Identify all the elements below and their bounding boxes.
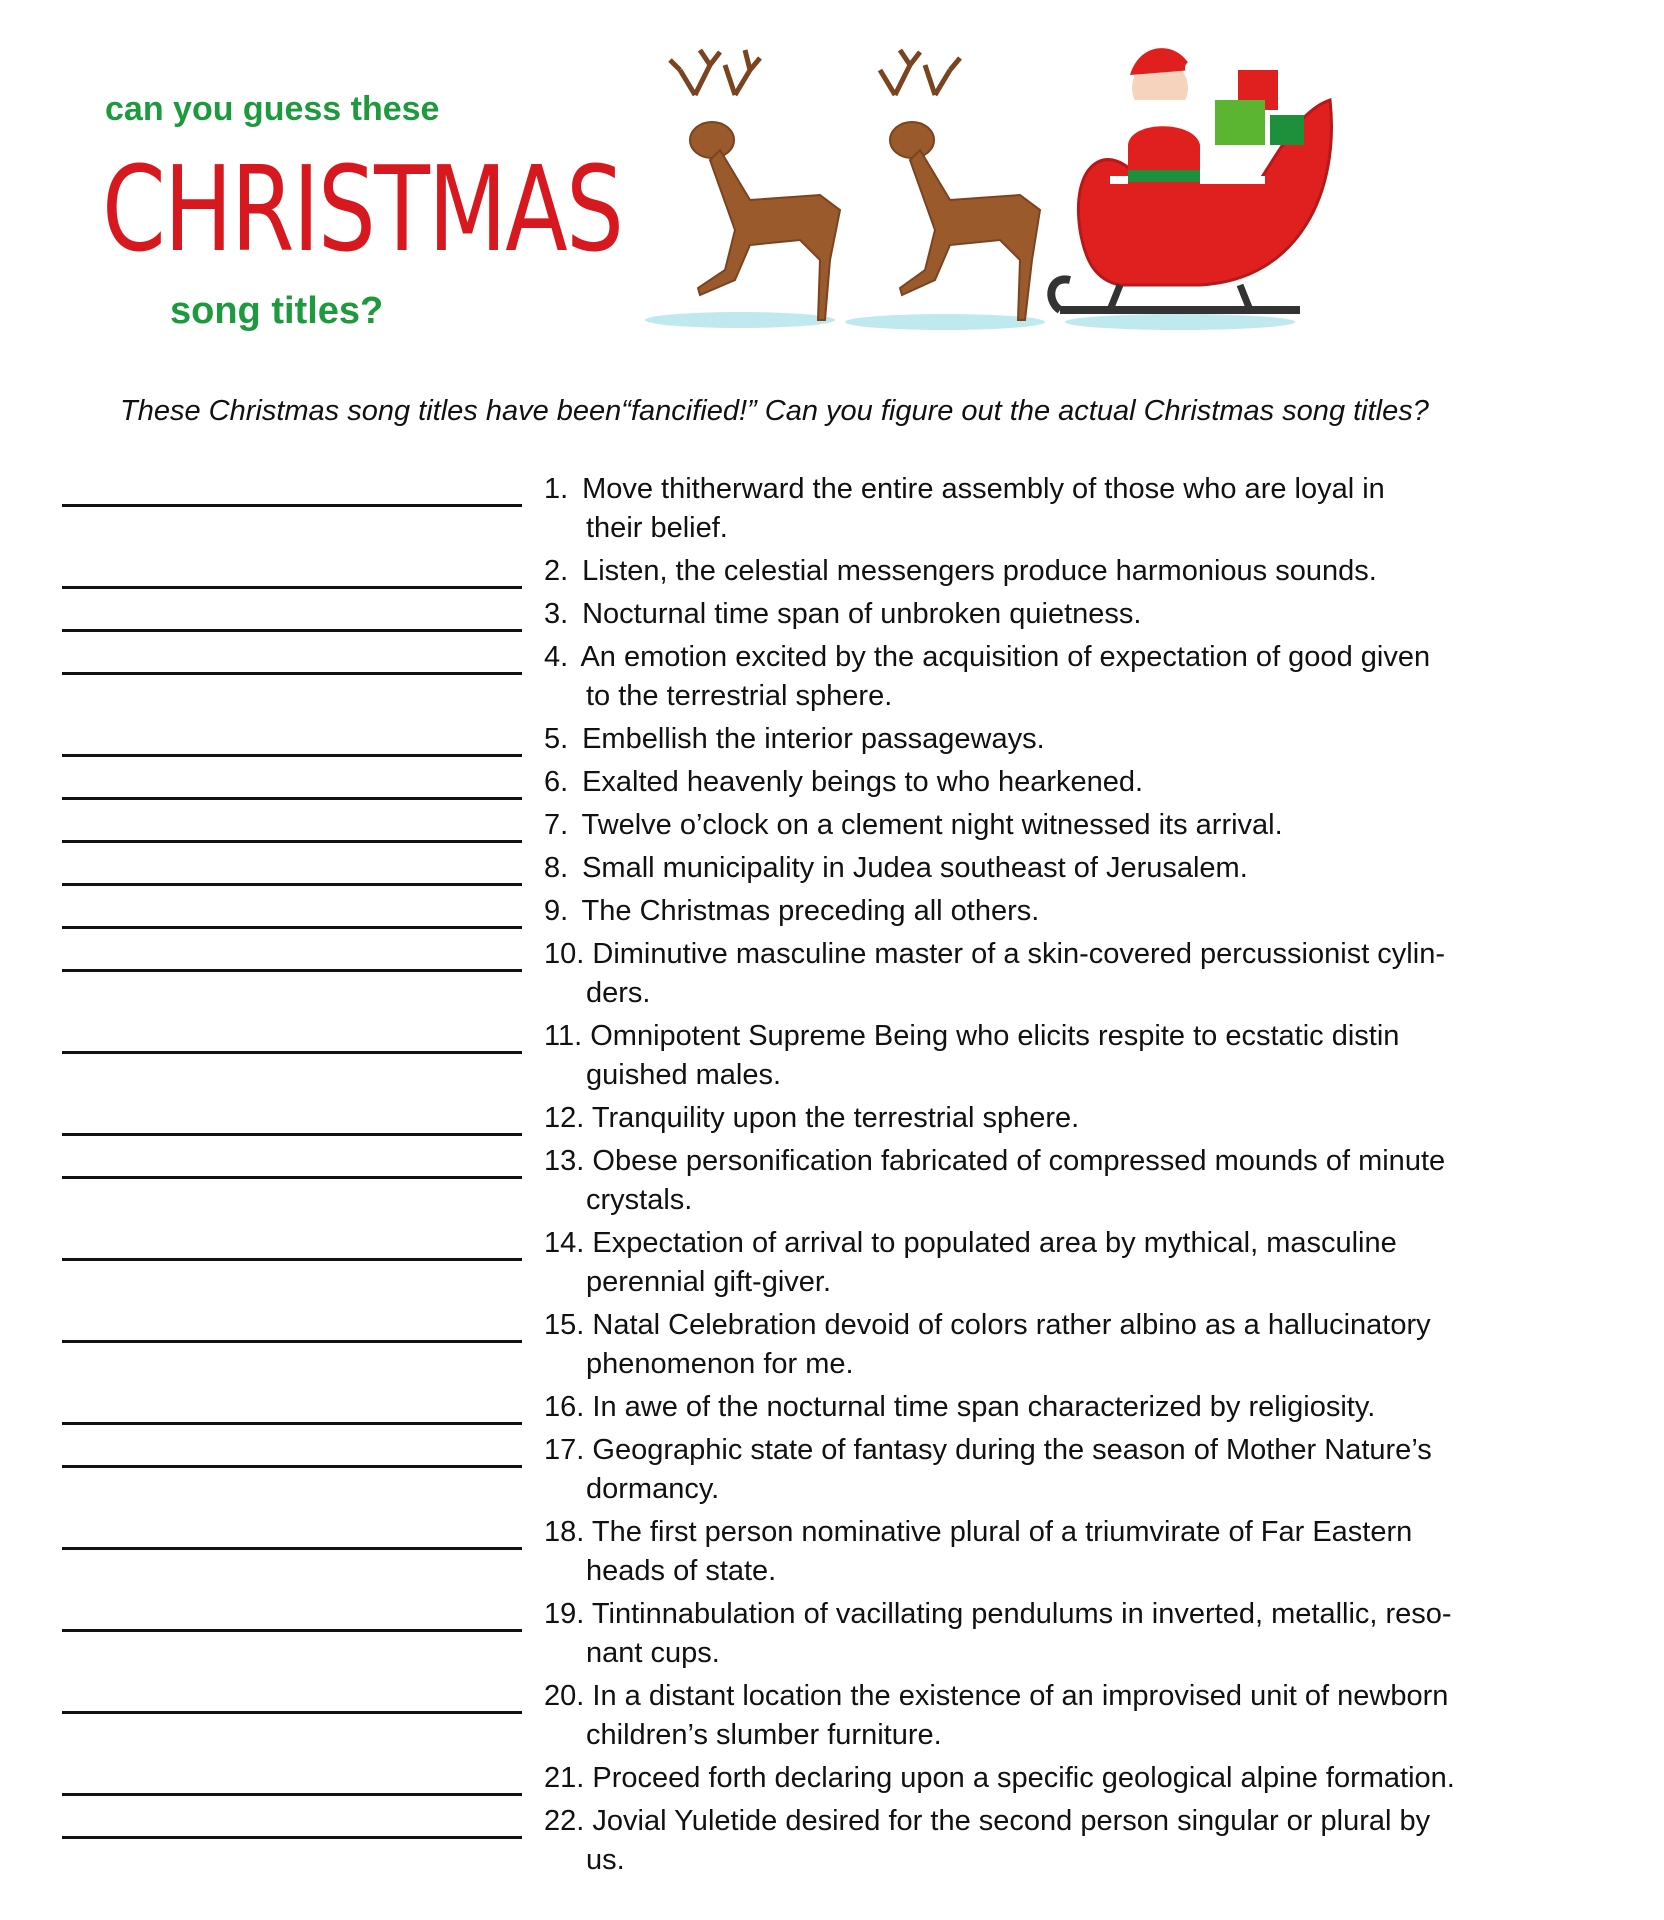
clue-line-continued: guished males.: [586, 1059, 782, 1091]
clue-line-continued: dormancy.: [586, 1473, 720, 1505]
clue-text: [544, 849, 1554, 888]
clue-line-continued: to the terrestrial sphere.: [586, 680, 893, 712]
clue-line: An emotion excited by the acquisition of expectation of good given: [580, 641, 1431, 673]
list-item: [62, 1017, 1582, 1095]
clue-line-continued: their belief.: [586, 512, 728, 544]
santa-sleigh-icon: [1051, 48, 1331, 310]
list-item: [62, 806, 1582, 845]
clue-line: Diminutive masculine master of a skin-covered percussionist cylin-: [592, 938, 1445, 970]
clue-text: [544, 470, 1554, 548]
clue-text: [544, 595, 1554, 634]
list-item: [62, 720, 1582, 759]
answer-blank[interactable]: [62, 470, 522, 507]
clue-text: [544, 1099, 1554, 1138]
answer-blank[interactable]: [62, 1595, 522, 1632]
list-item: [62, 1099, 1582, 1138]
list-item: [62, 1142, 1582, 1220]
answer-blank[interactable]: [62, 1017, 522, 1054]
clue-text: [544, 1513, 1554, 1591]
list-item: [62, 552, 1582, 591]
answer-blank[interactable]: [62, 1802, 522, 1839]
clue-text: [544, 1677, 1554, 1755]
clue-number: 4.: [544, 641, 569, 673]
clue-number: 18.: [544, 1516, 585, 1548]
list-item: [62, 1431, 1582, 1509]
list-item: [62, 892, 1582, 931]
clue-text: [544, 1142, 1554, 1220]
answer-blank[interactable]: [62, 935, 522, 972]
clue-line: Embellish the interior passageways.: [582, 723, 1045, 755]
clue-number: 7.: [544, 809, 569, 841]
clue-line: Natal Celebration devoid of colors rather albino as a hallucinatory: [592, 1309, 1431, 1341]
clue-line-continued: phenomenon for me.: [586, 1348, 854, 1380]
list-item: [62, 849, 1582, 888]
clue-number: 12.: [544, 1102, 585, 1134]
clue-number: 20.: [544, 1680, 585, 1712]
list-item: [62, 638, 1582, 716]
list-item: [62, 1802, 1582, 1880]
clue-line: Jovial Yuletide desired for the second person singular or plural by: [592, 1805, 1431, 1837]
answer-blank[interactable]: [62, 1099, 522, 1136]
clue-text: [544, 763, 1554, 802]
clue-text: [544, 1388, 1554, 1427]
answer-blank[interactable]: [62, 595, 522, 632]
clue-number: 2.: [544, 555, 569, 587]
list-item: [62, 470, 1582, 548]
clue-number: 11.: [544, 1020, 583, 1052]
clue-line-continued: children’s slumber furniture.: [586, 1719, 942, 1751]
list-item: [62, 1513, 1582, 1591]
clue-number: 6.: [544, 766, 569, 798]
clue-text: [544, 1017, 1554, 1095]
clue-line: Listen, the celestial messengers produce harmonious sounds.: [582, 555, 1377, 587]
list-item: [62, 763, 1582, 802]
reindeer-icon: [670, 50, 840, 320]
list-item: [62, 935, 1582, 1013]
answer-blank[interactable]: [62, 1224, 522, 1261]
answer-blank[interactable]: [62, 1306, 522, 1343]
list-item: [62, 595, 1582, 634]
list-item: [62, 1224, 1582, 1302]
list-item: [62, 1759, 1582, 1798]
clue-line: Move thitherward the entire assembly of those who are loyal in: [582, 473, 1385, 505]
subtitle-text: song titles?: [170, 290, 384, 332]
clue-text: [544, 935, 1554, 1013]
answer-blank[interactable]: [62, 1759, 522, 1796]
clue-number: 13.: [544, 1145, 585, 1177]
reindeer-santa-illustration: [640, 30, 1440, 350]
clue-number: 19.: [544, 1598, 585, 1630]
clue-line: Tintinnabulation of vacillating pendulums in inverted, metallic, reso-: [591, 1598, 1452, 1630]
answer-blank[interactable]: [62, 806, 522, 843]
clue-number: 10.: [544, 938, 585, 970]
clue-line: Nocturnal time span of unbroken quietness.: [582, 598, 1142, 630]
clue-line: Omnipotent Supreme Being who elicits respite to ecstatic distin: [590, 1020, 1400, 1052]
answer-blank[interactable]: [62, 1388, 522, 1425]
answer-blank[interactable]: [62, 638, 522, 675]
clue-text: [544, 552, 1554, 591]
clue-number: 15.: [544, 1309, 585, 1341]
clue-text: [544, 638, 1554, 716]
clue-number: 9.: [544, 895, 569, 927]
clue-text: [544, 1306, 1554, 1384]
clue-text: [544, 1431, 1554, 1509]
clue-line-continued: perennial gift-giver.: [586, 1266, 832, 1298]
answer-blank[interactable]: [62, 892, 522, 929]
clue-text: [544, 806, 1554, 845]
clue-text: [544, 1759, 1554, 1798]
list-item: [62, 1677, 1582, 1755]
clue-line-continued: ders.: [586, 977, 651, 1009]
reindeer-icon: [880, 50, 1040, 320]
kicker-text: can you guess these: [105, 90, 440, 128]
clue-line: In a distant location the existence of an improvised unit of newborn: [592, 1680, 1449, 1712]
instructions-text: These Christmas song titles have been“fancified!” Can you figure out the actual Christmas song titles?: [120, 395, 1429, 427]
clue-number: 17.: [544, 1434, 585, 1466]
list-item: [62, 1595, 1582, 1673]
clue-line: The first person nominative plural of a triumvirate of Far Eastern: [591, 1516, 1413, 1548]
clue-line-continued: nant cups.: [586, 1637, 720, 1669]
clue-number: 1.: [544, 473, 569, 505]
clue-line: Small municipality in Judea southeast of Jerusalem.: [582, 852, 1248, 884]
list-item: [62, 1306, 1582, 1384]
clue-line: In awe of the nocturnal time span characterized by religiosity.: [592, 1391, 1376, 1423]
clue-text: [544, 1595, 1554, 1673]
clue-number: 5.: [544, 723, 569, 755]
clue-number: 8.: [544, 852, 569, 884]
clue-line: Exalted heavenly beings to who hearkened.: [582, 766, 1144, 798]
answer-blank[interactable]: [62, 1431, 522, 1468]
clue-line: Expectation of arrival to populated area by mythical, masculine: [592, 1227, 1397, 1259]
clue-number: 3.: [544, 598, 569, 630]
clue-number: 16.: [544, 1391, 585, 1423]
clue-line: Obese personification fabricated of compressed mounds of minute: [592, 1145, 1446, 1177]
clue-number: 22.: [544, 1805, 585, 1837]
answer-blank[interactable]: [62, 1677, 522, 1714]
answer-blank[interactable]: [62, 1513, 522, 1550]
clue-line-continued: crystals.: [586, 1184, 693, 1216]
clue-line: Twelve o’clock on a clement night witnessed its arrival.: [581, 809, 1283, 841]
clue-text: [544, 1224, 1554, 1302]
answer-blank[interactable]: [62, 552, 522, 589]
clue-text: [544, 720, 1554, 759]
clue-text: [544, 892, 1554, 931]
answer-blank[interactable]: [62, 763, 522, 800]
answer-blank[interactable]: [62, 1142, 522, 1179]
clue-line: The Christmas preceding all others.: [581, 895, 1040, 927]
answer-blank[interactable]: [62, 849, 522, 886]
clue-line: Geographic state of fantasy during the season of Mother Nature’s: [592, 1434, 1432, 1466]
answer-blank[interactable]: [62, 720, 522, 757]
page-title: CHRISTMAS: [102, 140, 623, 278]
clue-line-continued: heads of state.: [586, 1555, 777, 1587]
list-item: [62, 1388, 1582, 1427]
clue-number: 21.: [544, 1762, 585, 1794]
clue-number: 14.: [544, 1227, 585, 1259]
clue-line: Proceed forth declaring upon a specific geological alpine formation.: [592, 1762, 1455, 1794]
question-list: [62, 470, 1582, 1884]
clue-line-continued: us.: [586, 1844, 625, 1876]
clue-line: Tranquility upon the terrestrial sphere.: [591, 1102, 1080, 1134]
clue-text: [544, 1802, 1554, 1880]
